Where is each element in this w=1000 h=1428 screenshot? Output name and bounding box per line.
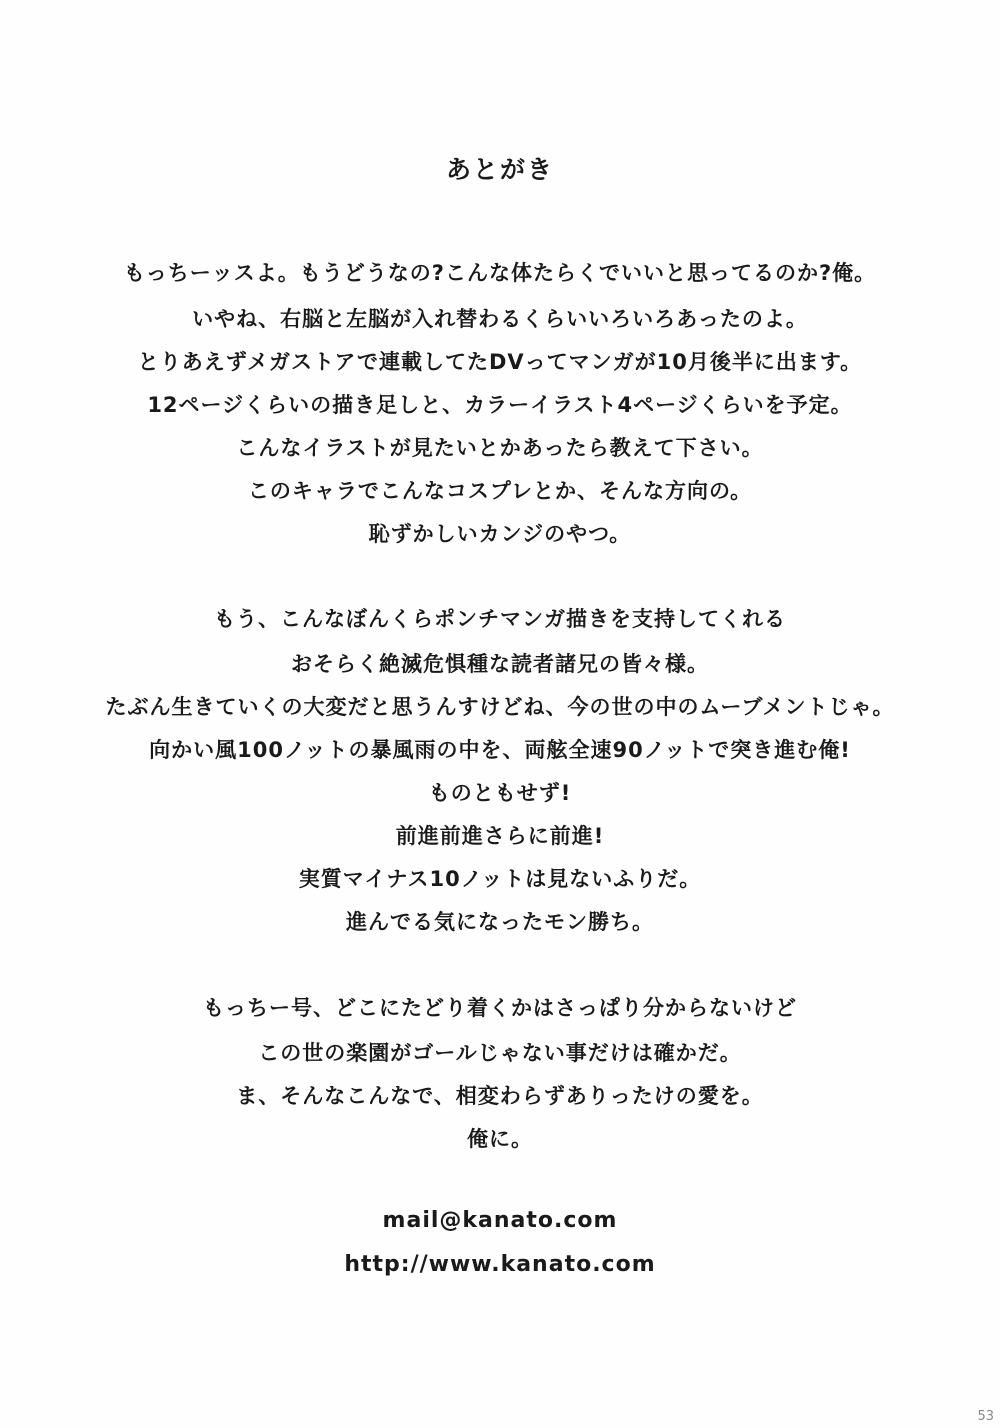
text-line: この世の楽園がゴールじゃない事だけは確かだ。 — [258, 1041, 742, 1065]
text-line: 向かい風100ノットの暴風雨の中を、両舷全速90ノットで突き進む俺! — [149, 738, 851, 762]
text-line: いやね、右脳と左脳が入れ替わるくらいいろいろあったのよ。 — [192, 307, 808, 331]
text-line: 前進前進さらに前進! — [395, 824, 605, 848]
email-address: mail@kanato.com — [382, 1208, 618, 1233]
text-line: 12ページくらいの描き足しと、カラーイラスト4ページくらいを予定。 — [147, 393, 853, 417]
text-line: もっちーッスよ。もうどうなの?こんな体たらくでいいと思ってるのか?俺。 — [123, 261, 877, 285]
text-line: こんなイラストが見たいとかあったら教えて下さい。 — [236, 436, 764, 460]
text-line: 実質マイナス10ノットは見ないふりだ。 — [298, 867, 702, 891]
page-number: 53 — [977, 1409, 994, 1424]
text-line: ま、そんなこんなで、相変わらずありったけの愛を。 — [236, 1084, 764, 1108]
text-line: ものともせず! — [428, 781, 572, 805]
text-line: もっちー号、どこにたどり着くかはさっぱり分からないけど — [203, 996, 797, 1020]
text-line: 恥ずかしいカンジのやつ。 — [368, 522, 632, 546]
text-line: このキャラでこんなコスプレとか、そんな方向の。 — [247, 479, 753, 503]
text-line: とりあえずメガストアで連載してたDVってマンガが10月後半に出ます。 — [137, 350, 863, 374]
text-line: 進んでる気になったモン勝ち。 — [346, 910, 654, 934]
text-line: 俺に。 — [467, 1127, 533, 1151]
text-line: たぶん生きていくの大変だと思うんすけどね、今の世の中のムーブメントじゃ。 — [105, 695, 895, 719]
website-url: http://www.kanato.com — [344, 1252, 656, 1277]
text-line: もう、こんなぼんくらポンチマンガ描きを支持してくれる — [214, 607, 786, 631]
page-title: あとがき — [445, 155, 554, 184]
text-line: おそらく絶滅危惧種な読者諸兄の皆々様。 — [291, 652, 709, 676]
